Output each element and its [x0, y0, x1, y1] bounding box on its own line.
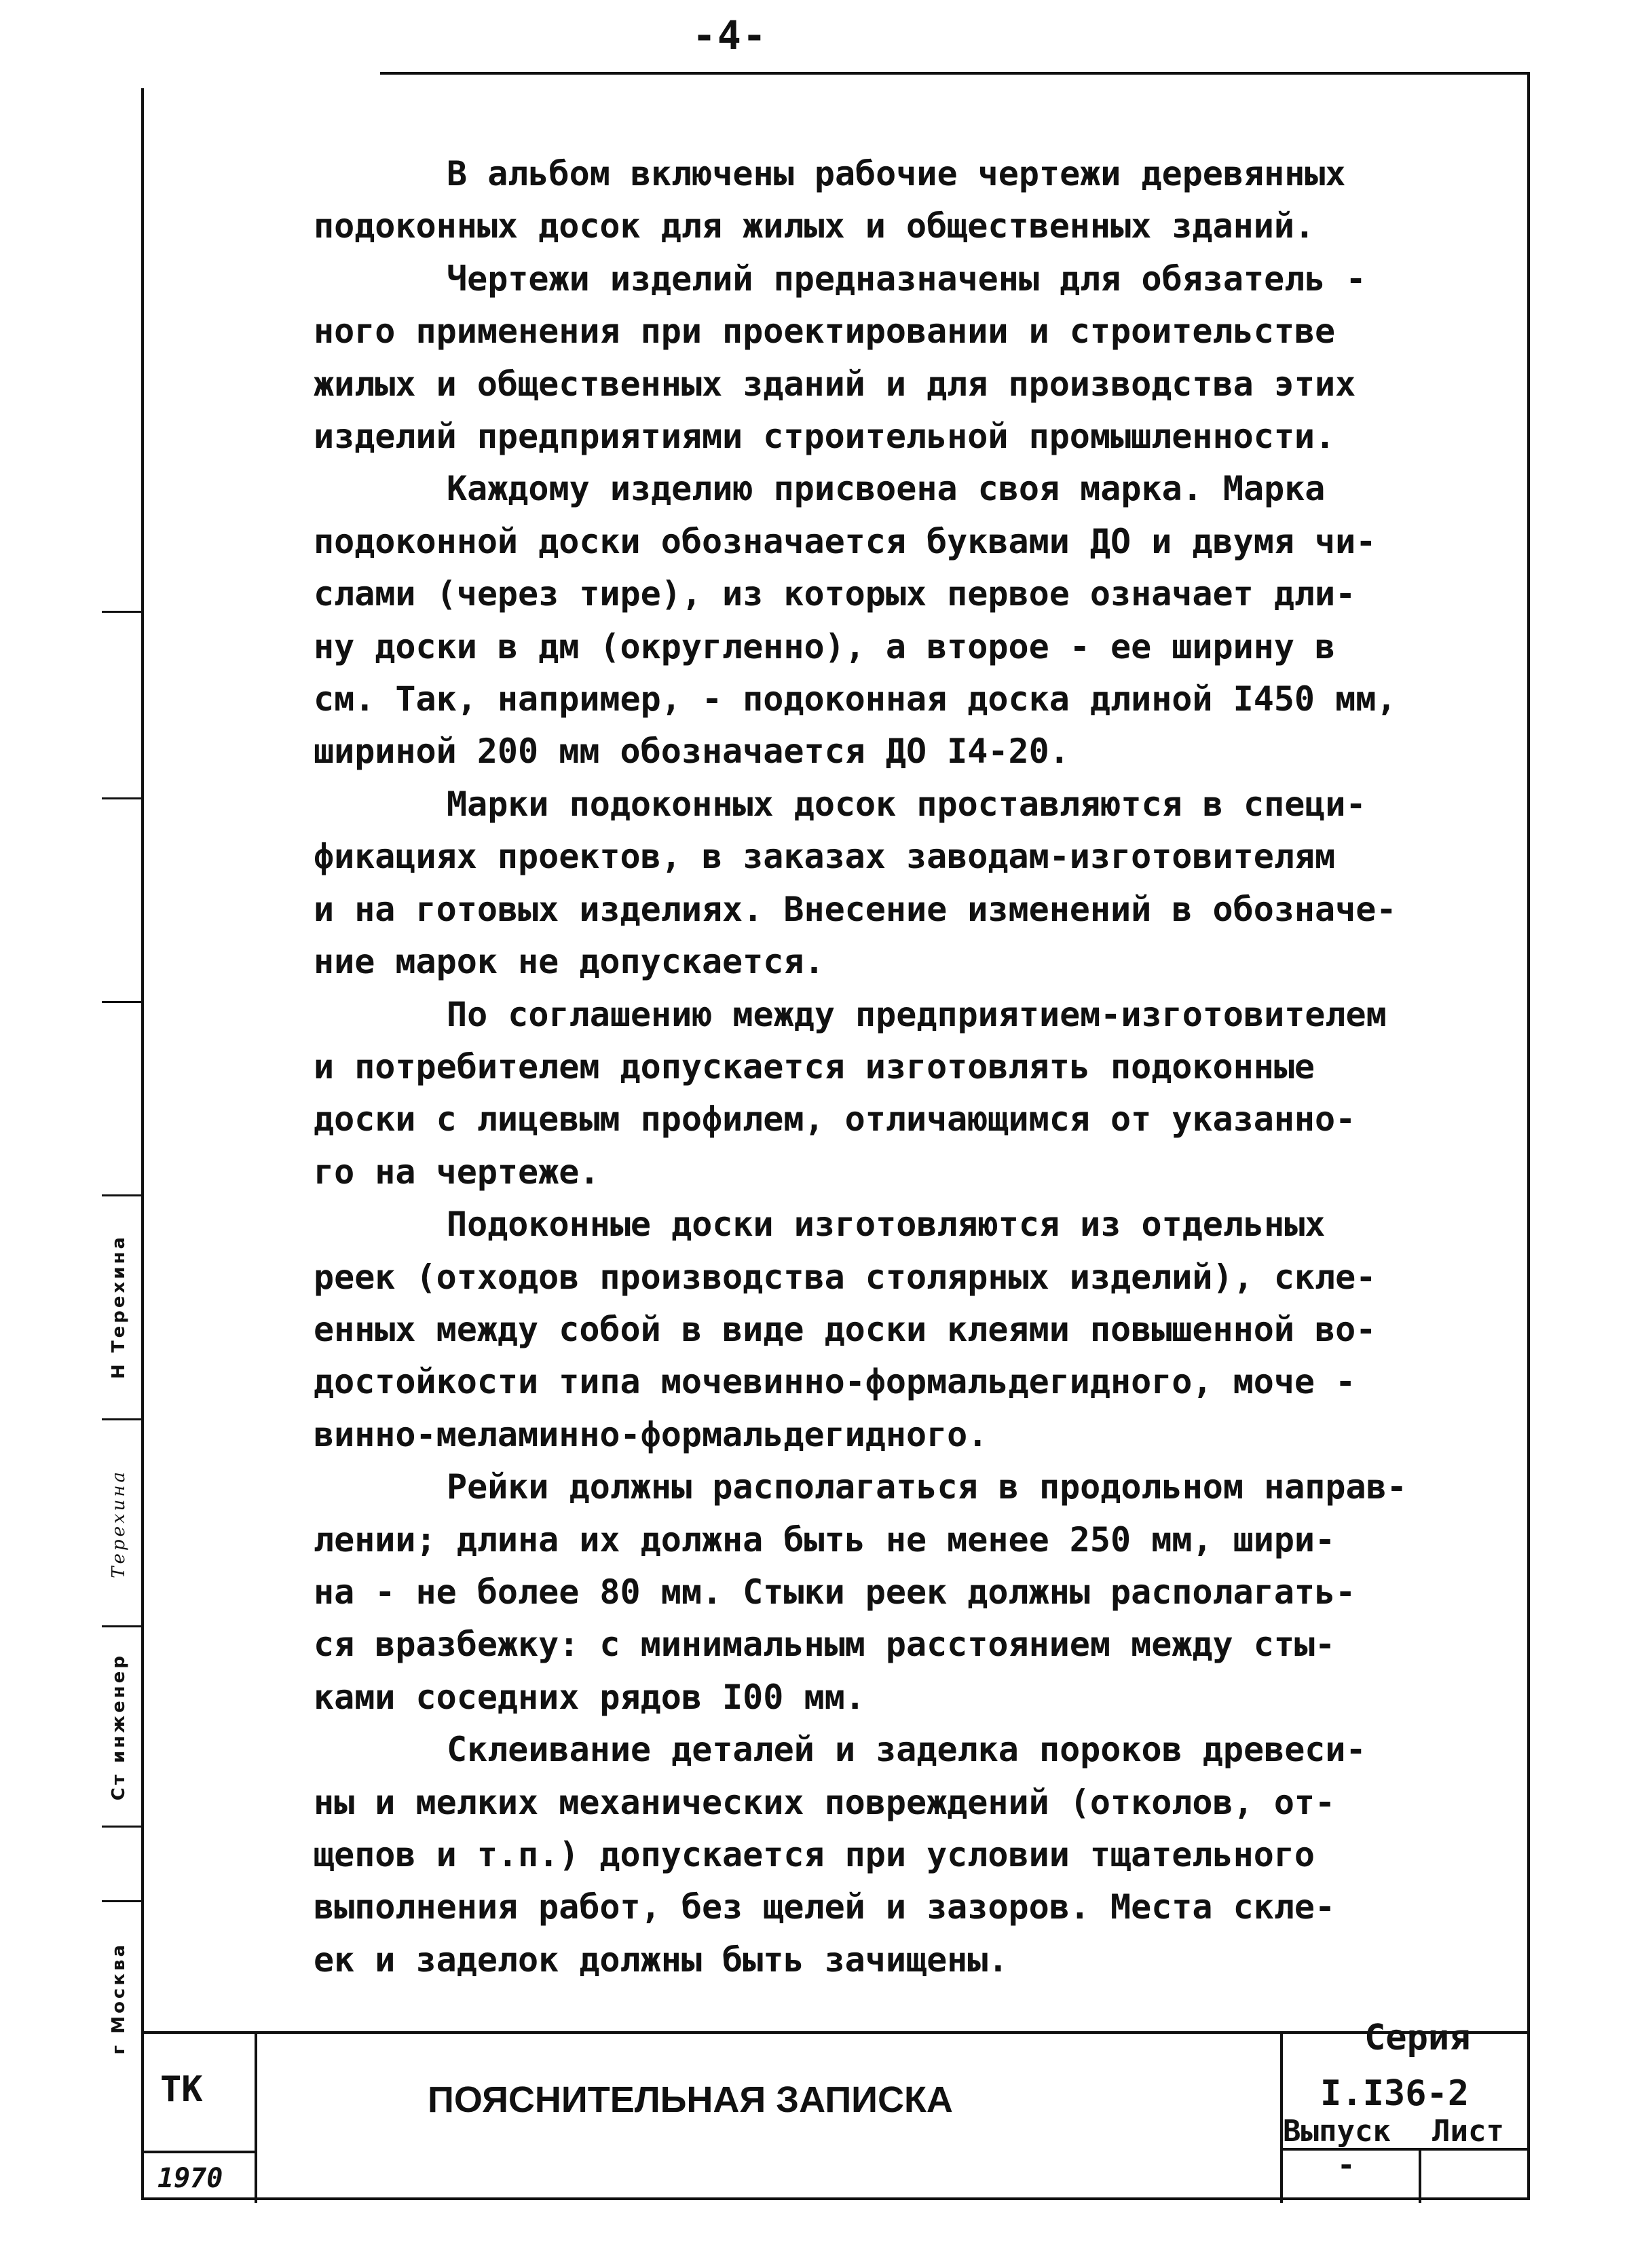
text-line: лении; длина их должна быть не менее 250 мм, шири- [314, 1519, 1336, 1560]
text-line: ного применения при проектировании и строительстве [314, 311, 1336, 352]
text-line: В альбом включены рабочие чертежи деревянных [447, 154, 1346, 193]
year: 1970 [157, 2163, 223, 2194]
text-line: ны и мелких механических повреждений (отколов, от- [314, 1782, 1336, 1822]
gutter-tick [102, 797, 141, 799]
stamp-engineer [98, 1629, 139, 1826]
page-number: -4- [692, 12, 768, 58]
gutter-tick [102, 1625, 141, 1627]
stamp-name-text: Н Терехина [109, 1234, 129, 1379]
paragraph [314, 1198, 1481, 1461]
document-title: ПОЯСНИТЕЛЬНАЯ ЗАПИСКА [428, 2079, 953, 2120]
title-block-divider [255, 2034, 257, 2203]
stamp-city [98, 1904, 139, 2094]
series-value: I.I36-2 [1320, 2073, 1470, 2114]
text-line: подоконной доски обозначается буквами ДО и двумя чи- [314, 521, 1377, 561]
text-line: слами (через тире), из которых первое означает дли- [314, 574, 1356, 614]
text-line: жилых и общественных зданий и для производства этих [314, 364, 1356, 404]
text-line: Рейки должны располагаться в продольном направ- [447, 1467, 1407, 1507]
text-line: и потребителем допускается изготовлять подоконные [314, 1046, 1315, 1086]
gutter-tick [102, 1826, 141, 1828]
text-line: По соглашению между предприятием-изготовителем [447, 994, 1387, 1034]
text-line: Подоконные доски изготовляются из отдельных [447, 1205, 1326, 1245]
text-line: см. Так, например, - подоконная доска длиной I450 мм, [314, 679, 1397, 719]
stamp-city-text: г Москва [109, 1942, 129, 2055]
paragraph [314, 1724, 1481, 1986]
org-code: ТК [160, 2069, 203, 2110]
text-line: доски с лицевым профилем, отличающимся от указанно- [314, 1099, 1356, 1139]
paragraph [314, 148, 1481, 253]
gutter-tick [102, 1194, 141, 1196]
text-line: фикациях проектов, в заказах заводам-изготовителям [314, 837, 1336, 877]
gutter-tick [102, 1900, 141, 1902]
text-line: ся вразбежку: с минимальным расстоянием между сты- [314, 1625, 1336, 1665]
text-line: енных между собой в виде доски клеями повышенной во- [314, 1309, 1377, 1349]
text-line: ками соседних рядов I00 мм. [314, 1677, 865, 1717]
text-line: выполнения работ, без щелей и зазоров. Места скле- [314, 1887, 1336, 1927]
text-line: шириной 200 мм обозначается ДО I4-20. [314, 732, 1070, 772]
text-line: ну доски в дм (округленно), а второе - ее ширину в [314, 626, 1336, 666]
issue-label: Выпуск [1283, 2114, 1391, 2149]
explanatory-note-text [314, 148, 1481, 1986]
paragraph [314, 1461, 1481, 1724]
issue-value: - [1337, 2148, 1355, 2182]
sheet-label: Лист [1432, 2114, 1504, 2149]
text-line: винно-меламинно-формальдегидного. [314, 1414, 988, 1454]
text-line: Чертежи изделий предназначены для обязатель - [447, 259, 1366, 299]
text-line: Каждому изделию присвоена своя марка. Марка [447, 469, 1326, 509]
stamp-engineer-text: Ст инженер [109, 1653, 129, 1801]
text-line: подоконных досок для жилых и общественных зданий. [314, 206, 1315, 246]
text-line: изделий предприятиями строительной промышленности. [314, 417, 1336, 457]
text-line: Марки подоконных досок проставляются в специ- [447, 784, 1366, 824]
stamp-signature [98, 1422, 139, 1625]
gutter-tick [102, 611, 141, 613]
title-block-divider [1419, 2148, 1421, 2203]
gutter-tick [102, 1001, 141, 1003]
paragraph [314, 463, 1481, 778]
text-line: и на готовых изделиях. Внесение изменений в обозначе- [314, 889, 1397, 929]
text-line: щепов и т.п.) допускается при условии тщательного [314, 1835, 1315, 1874]
gutter-tick [102, 1418, 141, 1420]
text-line: ек и заделок должны быть зачищены. [314, 1940, 1009, 1980]
stamp-signature-text: Терехина [109, 1469, 129, 1579]
paragraph [314, 253, 1481, 464]
text-line: го на чертеже. [314, 1152, 600, 1192]
text-line: Склеивание деталей и заделка пороков древеси- [447, 1730, 1366, 1770]
title-block-divider [143, 2151, 255, 2153]
title-block [143, 2018, 1530, 2203]
text-line: на - не более 80 мм. Стыки реек должны располагать- [314, 1572, 1356, 1612]
text-line: достойкости типа мочевинно-формальдегидного, моче - [314, 1362, 1356, 1402]
stamp-name [98, 1198, 139, 1415]
text-line: реек (отходов производства столярных изделий), скле- [314, 1257, 1377, 1297]
text-line: ние марок не допускается. [314, 942, 825, 982]
paragraph [314, 778, 1481, 989]
paragraph [314, 989, 1481, 1199]
series-label: Серия [1364, 2018, 1471, 2058]
